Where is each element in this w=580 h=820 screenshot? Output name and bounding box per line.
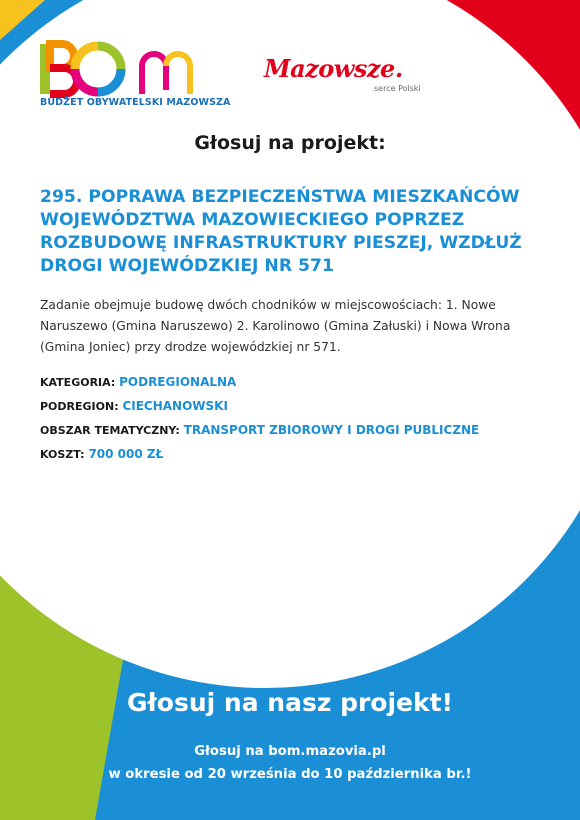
detail-label: PODREGION: bbox=[40, 400, 119, 413]
detail-label: KATEGORIA: bbox=[40, 376, 116, 389]
cta-headline: Głosuj na nasz projekt! bbox=[126, 688, 453, 717]
detail-subregion bbox=[40, 397, 540, 421]
bom-letter-o bbox=[75, 46, 121, 92]
bom-logo-caption: BUDŻET OBYWATELSKI MAZOWSZA bbox=[40, 97, 231, 108]
detail-value: TRANSPORT ZBIOROWY I DROGI PUBLICZNE bbox=[183, 423, 480, 437]
detail-value: CIECHANOWSKI bbox=[122, 399, 228, 413]
detail-value: 700 000 ZŁ bbox=[88, 447, 164, 461]
detail-value: PODREGIONALNA bbox=[119, 375, 237, 389]
detail-label: OBSZAR TEMATYCZNY: bbox=[40, 424, 180, 437]
cta-voting-period: w okresie od 20 września do 10 października br.! bbox=[108, 767, 472, 782]
cta-voting-site: Głosuj na bom.mazovia.pl bbox=[194, 744, 386, 759]
mazowsze-tagline: serce Polski bbox=[374, 84, 421, 93]
detail-label: KOSZT: bbox=[40, 448, 85, 461]
project-description: Zadanie obejmuje budowę dwóch chodników w miejscowościach: 1. Nowe Naruszewo (Gmina Naruszewo) 2. Karolinowo (Gmina Załuski) i Nowa Wrona (Gmina Joniec) przy drodze wojewódzkiej nr 571. bbox=[40, 298, 511, 354]
vote-heading: Głosuj na projekt: bbox=[194, 132, 386, 154]
detail-category bbox=[40, 373, 540, 397]
detail-thematic-area bbox=[40, 421, 540, 445]
bom-letter-m bbox=[142, 54, 190, 94]
project-details bbox=[40, 373, 540, 469]
cta-details bbox=[0, 740, 580, 786]
project-title: 295. POPRAWA BEZPIECZEŃSTWA MIESZKAŃCÓW WOJEWÓDZTWA MAZOWIECKIEGO POPRZEZ ROZBUDOWĘ INFRASTRUKTURY PIESZEJ, WZDŁUŻ DROGI WOJEWÓDZKIEJ NR 571 bbox=[40, 187, 522, 276]
mazowsze-logo: Mazowsze. bbox=[264, 54, 403, 83]
detail-cost bbox=[40, 445, 540, 469]
